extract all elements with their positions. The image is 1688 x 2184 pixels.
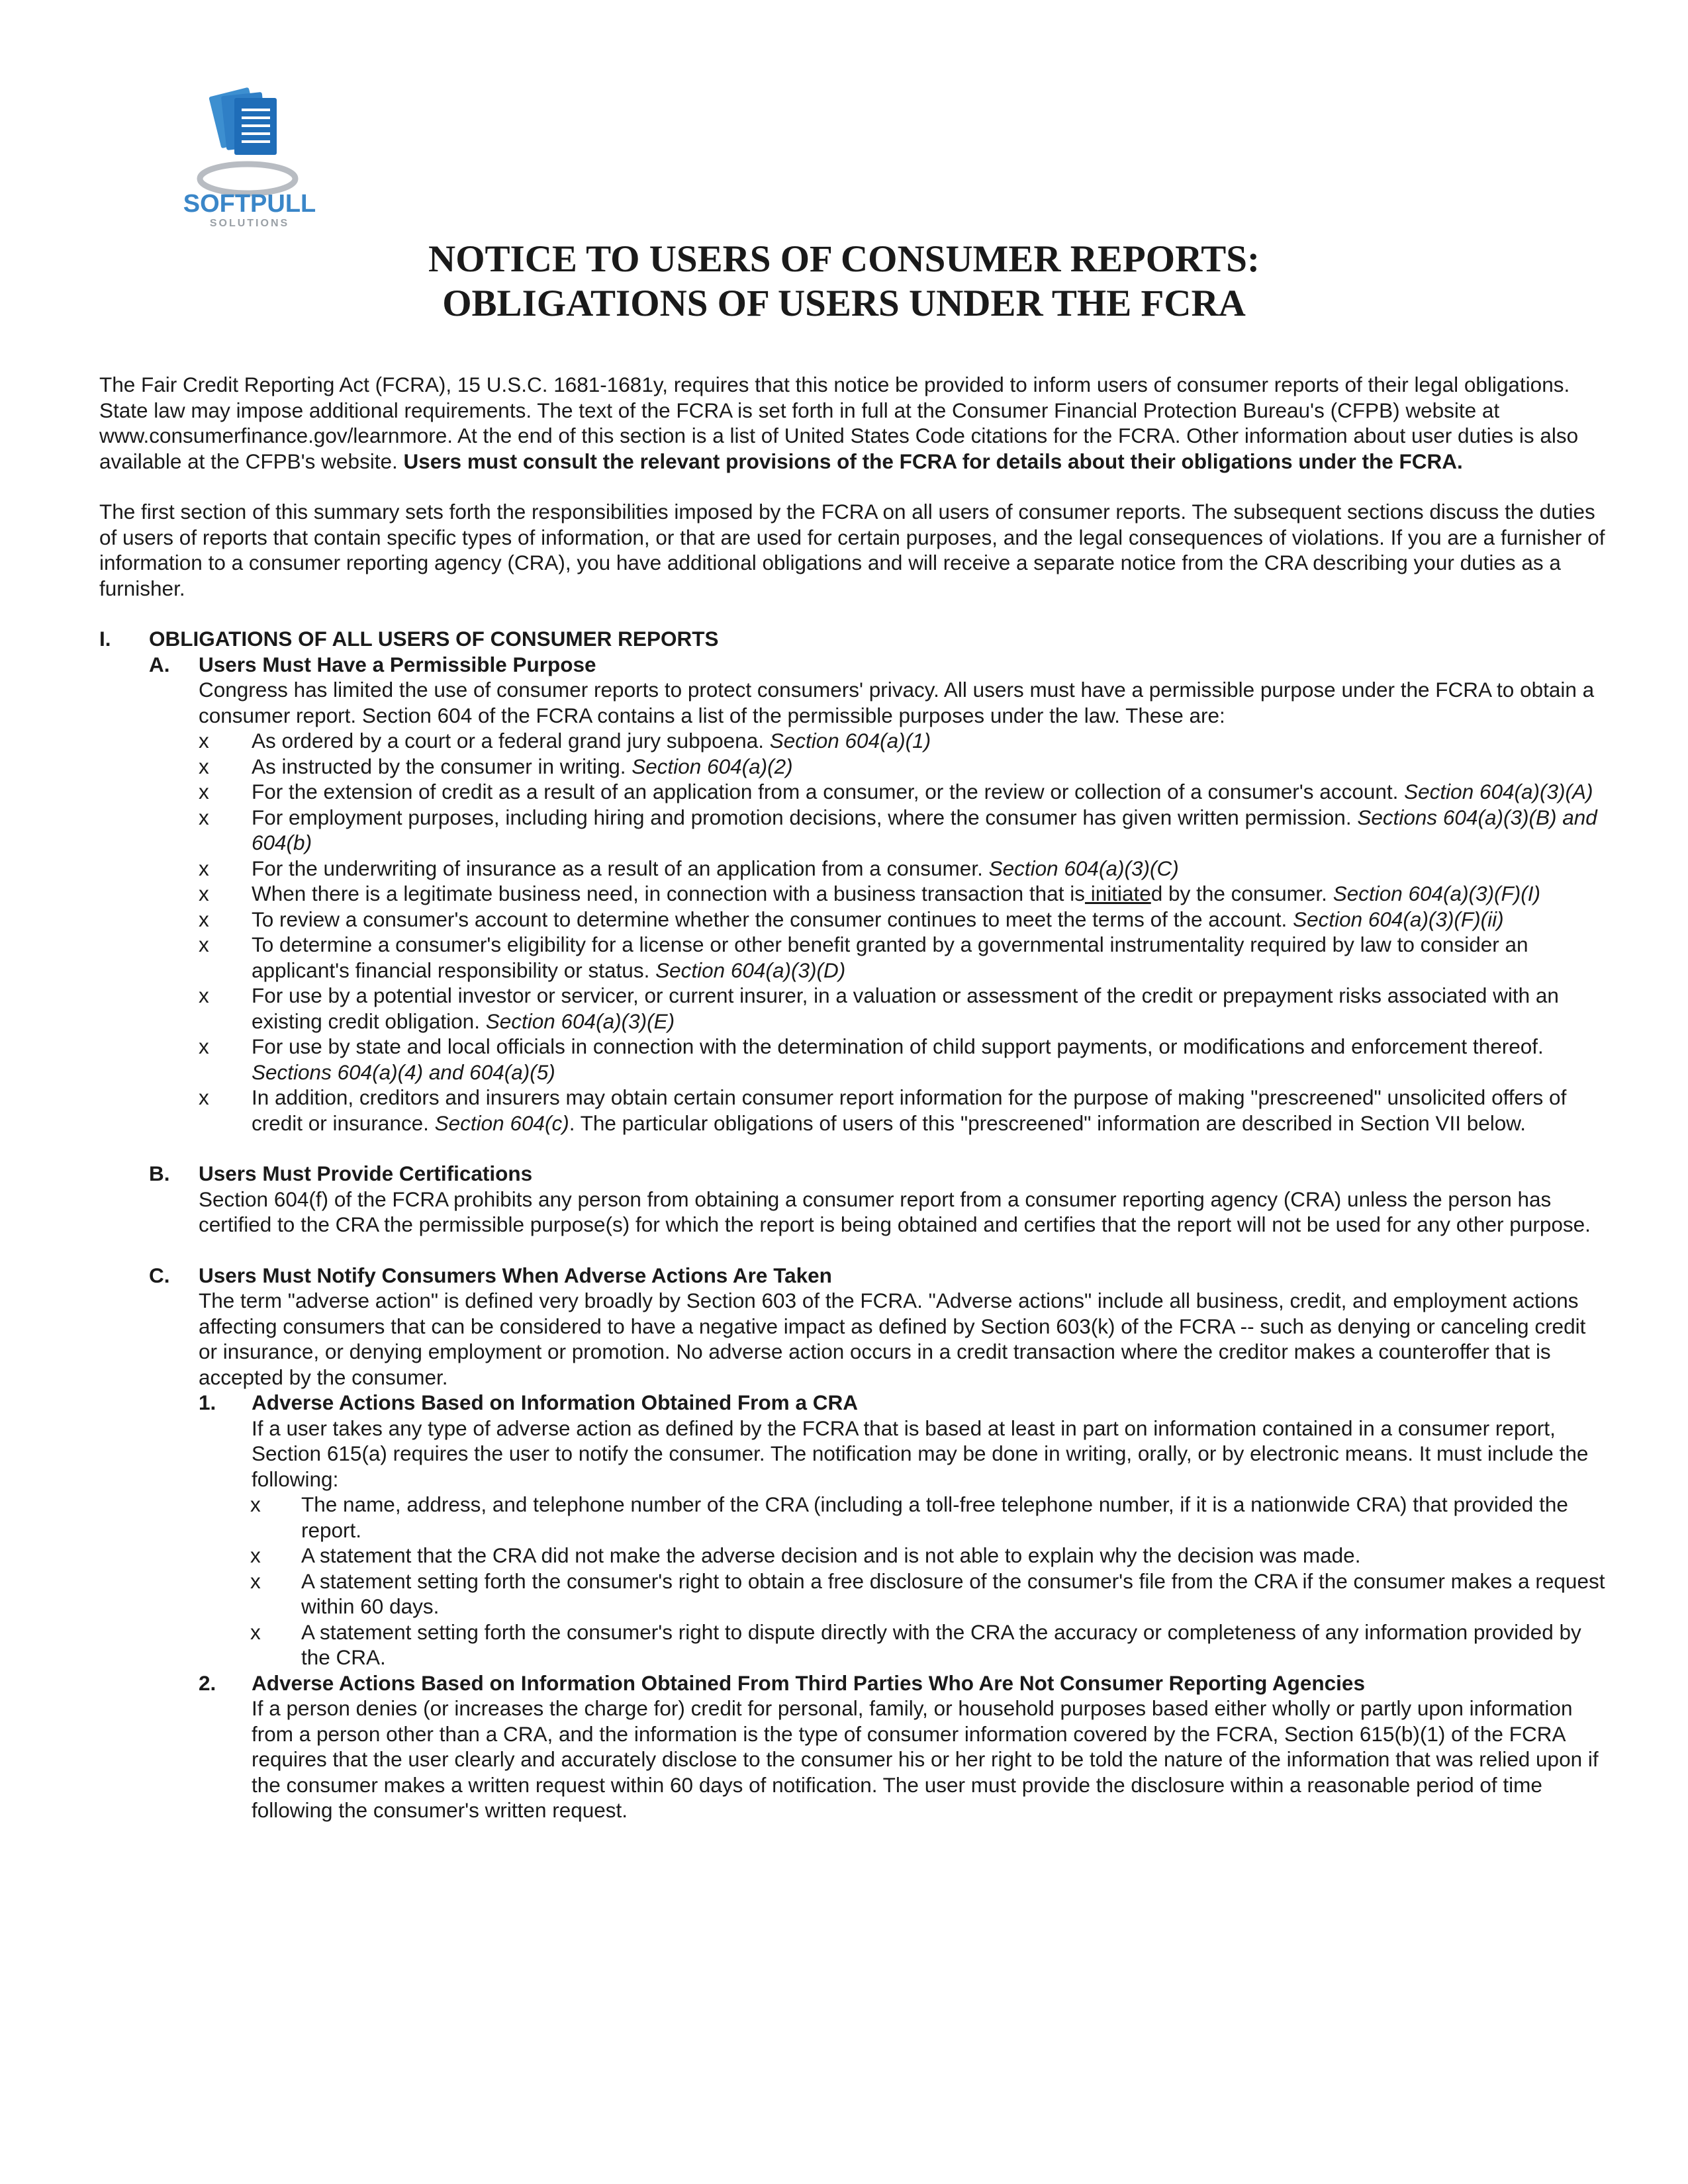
- title-line-1: NOTICE TO USERS OF CONSUMER REPORTS:: [428, 238, 1260, 280]
- subsection-c-text: The term "adverse action" is defined very broadly by Section 603 of the FCRA. "Adverse actions" include all business, credit, and employment actions affecting consumers that can be considered to have a negative impact as defined by Section 603(k) of the FCRA -- such as denying or canceling credit or insurance, or denying employment or promotion. No adverse action occurs in a credit transaction where the creditor makes a counteroffer that is accepted by the consumer.: [199, 1289, 1586, 1389]
- item-1-text: If a user takes any type of adverse action as defined by the FCRA that is based at least in part on information contained in a consumer report, Section 615(a) requires the user to notify the consumer. The notification may be done in writing, orally, or by electronic means. It must include the following:: [252, 1416, 1589, 1491]
- list-item: x The name, address, and telephone number of the CRA (including a toll-free telephone number, if it is a nationwide CRA) that provided the report.: [250, 1492, 1568, 1542]
- subsection-a-letter: A.: [149, 652, 170, 676]
- list-item: x For the underwriting of insurance as a result of an application from a consumer. Section 604(a)(3)(C): [199, 856, 1179, 880]
- item-2-text: If a person denies (or increases the charge for) credit for personal, family, or household purposes based either wholly or partly upon information from a person other than a CRA, and the information is the type of consumer information covered by the FCRA, Section 615(b)(1) of the FCRA requires that the user clearly and accurately disclose to the consumer his or her right to be told the nature of the information that was relied upon if the consumer makes a written request within 60 days of notification. The user must provide the disclosure within a reasonable period of time following the consumer's written request.: [252, 1696, 1599, 1822]
- adverse-action-notice-list: [99, 1492, 1605, 1670]
- list-item: x To review a consumer's account to determine whether the consumer continues to meet the terms of the account. Section 604(a)(3)(F)(ii): [199, 907, 1504, 931]
- logo-name: SOFTPULL: [183, 190, 316, 218]
- item-1-heading: [99, 1390, 1605, 1416]
- intro-bold-notice: Users must consult the relevant provisions of the FCRA for details about their obligations under the FCRA.: [403, 449, 1463, 473]
- section-1-title: OBLIGATIONS OF ALL USERS OF CONSUMER REPORTS: [149, 627, 719, 651]
- list-item: x For use by a potential investor or servicer, or current insurer, in a valuation or assessment of the credit or prepayment risks associated with an existing credit obligation. Section 604(a)(3)(E): [199, 983, 1559, 1033]
- subsection-a-title: Users Must Have a Permissible Purpose: [199, 652, 596, 676]
- logo-subtitle: SOLUTIONS: [209, 218, 290, 229]
- intro-paragraph-1: The Fair Credit Reporting Act (FCRA), 15 U.S.C. 1681-1681y, requires that this notice be provided to inform users of consumer reports of their legal obligations. State law may impose additional requirements. The text of the FCRA is set forth in full at the Consumer Financial Protection Bureau's (CFPB) website at www.consumerfinance.gov/learnmore. At the end of this section is a list of United States Code citations for the FCRA. Other information about user duties is also available at the CFPB's website. Users must consult the relevant provisions of the FCRA for details about their obligations under the FCRA.: [99, 373, 1579, 473]
- permissible-purpose-list: [99, 728, 1605, 1136]
- list-item: x For use by state and local officials in connection with the determination of child support payments, or modifications and enforcement thereof. Sections 604(a)(4) and 604(a)(5): [199, 1034, 1544, 1084]
- list-item: x As instructed by the consumer in writing. Section 604(a)(2): [199, 754, 793, 778]
- list-item: x When there is a legitimate business need, in connection with a business transaction that is initiated by the consumer. Section 604(a)(3)(F)(I): [199, 882, 1541, 905]
- softpull-logo: [173, 79, 326, 238]
- subsection-b-letter: B.: [149, 1161, 170, 1185]
- title-line-2: OBLIGATIONS OF USERS UNDER THE FCRA: [442, 283, 1246, 324]
- item-2-heading: [99, 1670, 1605, 1696]
- list-item: x As ordered by a court or a federal grand jury subpoena. Section 604(a)(1): [199, 729, 931, 752]
- list-item: x In addition, creditors and insurers may obtain certain consumer report information for the purpose of making "prescreened" unsolicited offers of credit or insurance. Section 604(c). The particular obligations of users of this "prescreened" information are described in Section VII below.: [199, 1085, 1567, 1135]
- subsection-b-heading: [99, 1161, 1605, 1187]
- list-item: x For employment purposes, including hiring and promotion decisions, where the consumer has given written permission. Sections 604(a)(3)(B) and 604(b): [199, 805, 1597, 854]
- page-title: [0, 237, 1688, 326]
- section-1-heading: [99, 626, 1605, 652]
- item-2-title: Adverse Actions Based on Information Obtained From Third Parties Who Are Not Consumer Reporting Agencies: [252, 1670, 1365, 1695]
- document-body: [99, 372, 1605, 1823]
- list-item: x For the extension of credit as a result of an application from a consumer, or the review or collection of a consumer's account. Section 604(a)(3)(A): [199, 780, 1593, 803]
- subsection-b-text: Section 604(f) of the FCRA prohibits any person from obtaining a consumer report from a consumer reporting agency (CRA) unless the person has certified to the CRA the permissible purpose(s) for which the report is being obtained and certifies that the report will not be used for any other purpose.: [199, 1187, 1591, 1236]
- document-stack-icon: [209, 87, 277, 155]
- subsection-a-heading: [99, 652, 1605, 678]
- list-item: x A statement that the CRA did not make the adverse decision and is not able to explain why the decision was made.: [250, 1543, 1361, 1567]
- subsection-b-title: Users Must Provide Certifications: [199, 1161, 533, 1185]
- section-1-number: I.: [99, 627, 111, 651]
- list-item: x To determine a consumer's eligibility for a license or other benefit granted by a governmental instrumentality required by law to consider an applicant's financial responsibility or status. Section 604(a)(3)(D): [199, 933, 1528, 982]
- subsection-c-title: Users Must Notify Consumers When Adverse Actions Are Taken: [199, 1263, 832, 1287]
- list-item: x A statement setting forth the consumer's right to dispute directly with the CRA the accuracy or completeness of any information provided by the CRA.: [250, 1619, 1581, 1669]
- item-1-number: 1.: [199, 1390, 216, 1414]
- item-2-number: 2.: [199, 1670, 216, 1695]
- subsection-c-heading: [99, 1263, 1605, 1289]
- list-item: x A statement setting forth the consumer's right to obtain a free disclosure of the consumer's file from the CRA if the consumer makes a request within 60 days.: [250, 1569, 1605, 1618]
- subsection-a-text: Congress has limited the use of consumer reports to protect consumers' privacy. All users must have a permissible purpose under the FCRA to obtain a consumer report. Section 604 of the FCRA contains a list of the permissible purposes under the law. These are:: [199, 678, 1595, 727]
- item-1-title: Adverse Actions Based on Information Obtained From a CRA: [252, 1390, 858, 1414]
- subsection-c-letter: C.: [149, 1263, 170, 1287]
- intro-paragraph-2: The first section of this summary sets forth the responsibilities imposed by the FCRA on all users of consumer reports. The subsequent sections discuss the duties of users of reports that contain specific types of information, or that are used for certain purposes, and the legal consequences of violations. If you are a furnisher of information to a consumer reporting agency (CRA), you have additional obligations and will receive a separate notice from the CRA describing your duties as a furnisher.: [99, 500, 1605, 600]
